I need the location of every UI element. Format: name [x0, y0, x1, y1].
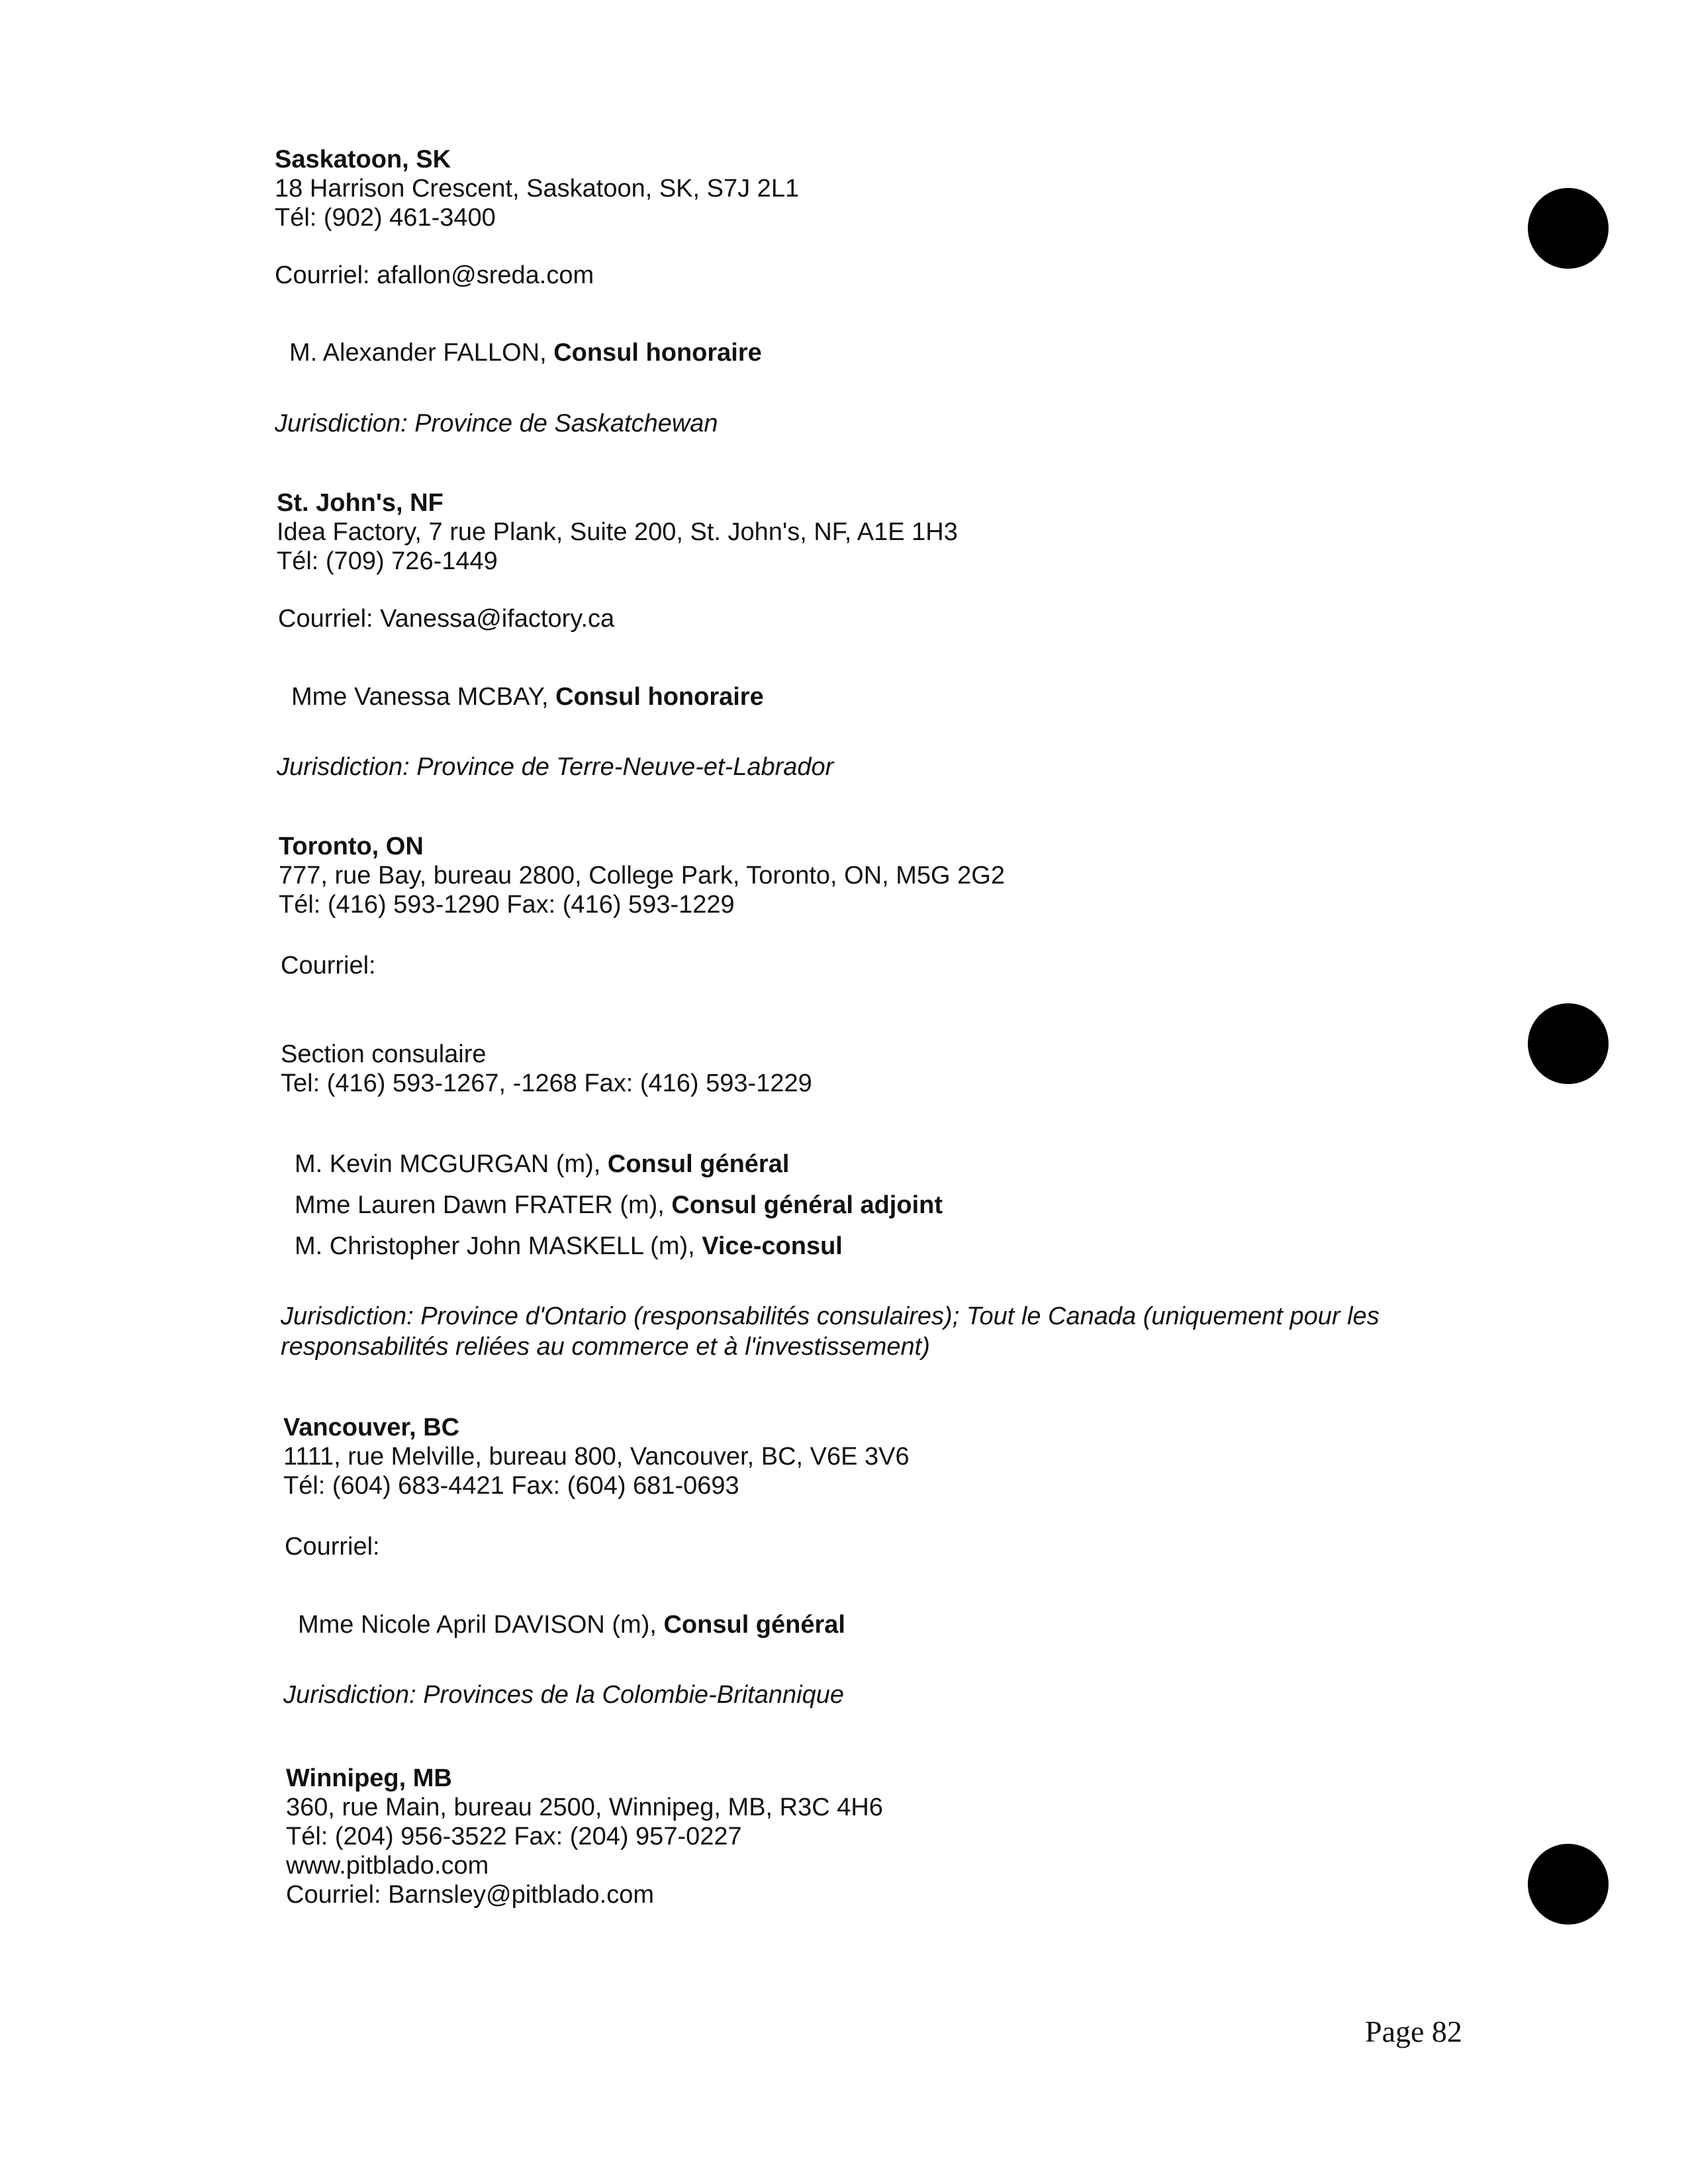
entry-phone: Tél: (902) 461-3400	[275, 204, 496, 232]
entry-website: www.pitblado.com	[286, 1852, 489, 1880]
entry-city-toronto: Toronto, ON	[279, 833, 424, 860]
page-number: Page 82	[1365, 2015, 1462, 2048]
entry-phone: Tél: (204) 956-3522 Fax: (204) 957-0227	[286, 1823, 742, 1850]
official-title: Consul général adjoint	[671, 1191, 943, 1219]
official-title: Consul honoraire	[553, 339, 762, 367]
punch-hole-middle	[1528, 1003, 1609, 1084]
entry-email: Courriel: afallon@sreda.com	[275, 261, 594, 289]
official-title: Consul honoraire	[555, 683, 764, 711]
official-title: Consul général	[663, 1611, 845, 1639]
entry-email: Courriel:	[281, 952, 376, 979]
official-line	[291, 682, 764, 712]
entry-address: 360, rue Main, bureau 2500, Winnipeg, MB, R3C 4H6	[286, 1794, 883, 1821]
official-name: Mme Vanessa MCBAY,	[291, 683, 556, 711]
entry-email: Courriel: Barnsley@pitblado.com	[286, 1881, 655, 1909]
official-name: M. Alexander FALLON,	[289, 339, 554, 367]
entry-address: 18 Harrison Crescent, Saskatoon, SK, S7J 2L1	[275, 175, 800, 203]
punch-hole-top	[1528, 188, 1609, 269]
official-name: Mme Nicole April DAVISON (m),	[298, 1611, 664, 1639]
entry-phone: Tél: (416) 593-1290 Fax: (416) 593-1229	[279, 891, 735, 919]
official-line	[295, 1190, 943, 1220]
entry-city-saskatoon: Saskatoon, SK	[275, 146, 451, 173]
consular-section-phone: Tel: (416) 593-1267, -1268 Fax: (416) 593-1229	[281, 1069, 812, 1097]
punch-hole-bottom	[1528, 1844, 1609, 1925]
official-line	[298, 1610, 845, 1640]
entry-city-vancouver: Vancouver, BC	[283, 1414, 460, 1441]
official-line	[295, 1231, 843, 1261]
official-name: M. Kevin MCGURGAN (m),	[295, 1150, 608, 1178]
entry-city-st-johns: St. John's, NF	[277, 489, 444, 517]
official-name: M. Christopher John MASKELL (m),	[295, 1232, 702, 1260]
entry-email: Courriel:	[285, 1533, 380, 1561]
entry-jurisdiction: Jurisdiction: Province d'Ontario (responsabilités consulaires); Tout le Canada (uniquement pour les responsabilités reliées au commerce et à l'investissement)	[281, 1302, 1380, 1361]
official-title: Vice-consul	[702, 1232, 843, 1260]
entry-jurisdiction: Jurisdiction: Province de Saskatchewan	[275, 410, 718, 437]
entry-email: Courriel: Vanessa@ifactory.ca	[278, 605, 615, 633]
official-line	[289, 338, 762, 368]
official-name: Mme Lauren Dawn FRATER (m),	[295, 1191, 672, 1219]
entry-phone: Tél: (604) 683-4421 Fax: (604) 681-0693	[283, 1472, 739, 1500]
entry-address: 777, rue Bay, bureau 2800, College Park, Toronto, ON, M5G 2G2	[279, 862, 1005, 889]
entry-city-winnipeg: Winnipeg, MB	[286, 1764, 452, 1792]
official-title: Consul général	[607, 1150, 790, 1178]
entry-address: Idea Factory, 7 rue Plank, Suite 200, St. John's, NF, A1E 1H3	[277, 518, 958, 546]
official-line	[295, 1149, 789, 1179]
entry-jurisdiction: Jurisdiction: Province de Terre-Neuve-et-Labrador	[277, 753, 834, 781]
entry-jurisdiction: Jurisdiction: Provinces de la Colombie-Britannique	[283, 1681, 844, 1709]
entry-address: 1111, rue Melville, bureau 800, Vancouver, BC, V6E 3V6	[283, 1443, 910, 1471]
consular-section-label: Section consulaire	[281, 1040, 487, 1068]
entry-phone: Tél: (709) 726-1449	[277, 547, 498, 575]
